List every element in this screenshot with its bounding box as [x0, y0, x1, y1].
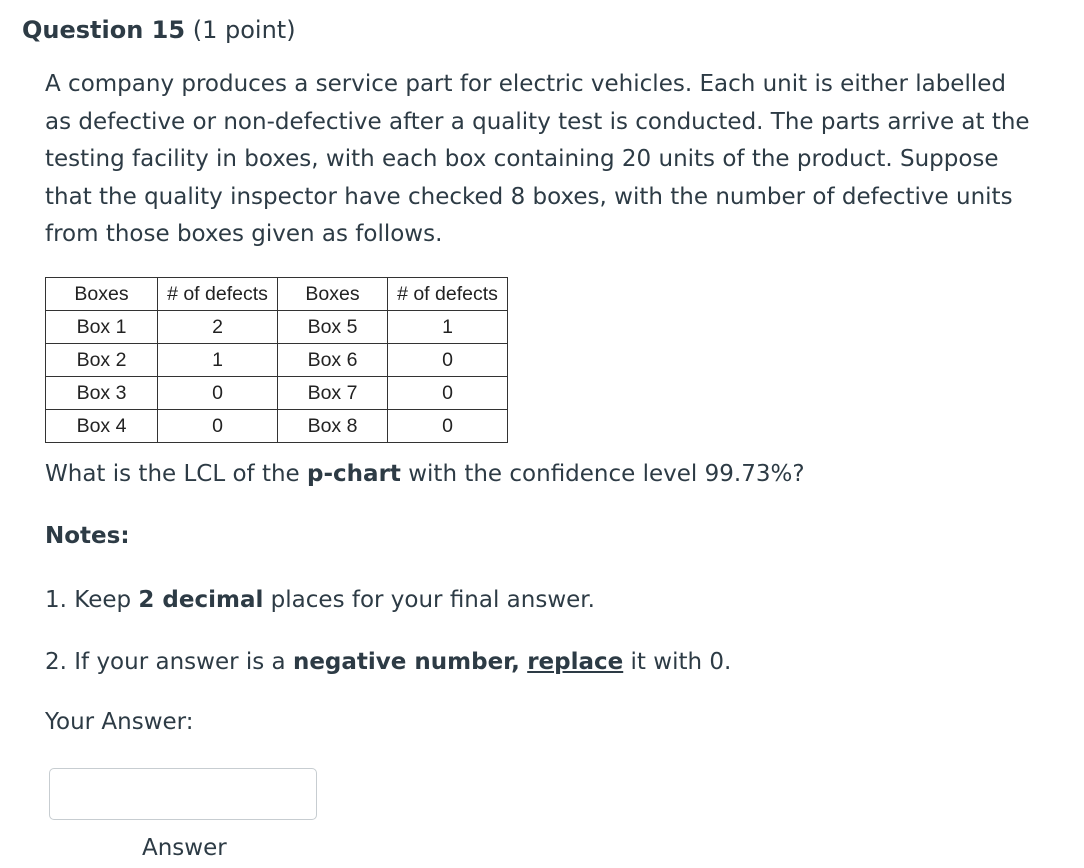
note-1-bold: 2 decimal — [138, 587, 264, 613]
question-prompt — [45, 461, 805, 487]
prompt-text-after: with the confidence level 99.73%? — [400, 461, 805, 487]
table-cell: Box 3 — [46, 377, 158, 410]
note-2-before: 2. If your answer is a — [45, 649, 293, 675]
note-1-after: places for your final answer. — [263, 587, 595, 613]
table-cell: 0 — [388, 410, 508, 443]
note-2-after: it with 0. — [623, 649, 732, 675]
table-header-cell: Boxes — [278, 278, 388, 311]
note-1 — [45, 587, 595, 613]
answer-input[interactable] — [49, 768, 317, 820]
table-row — [46, 311, 508, 344]
table-cell: 0 — [388, 344, 508, 377]
question-points: (1 point) — [192, 16, 296, 44]
table-cell: Box 7 — [278, 377, 388, 410]
note-2-underlined: replace — [527, 649, 624, 675]
table-cell: 0 — [388, 377, 508, 410]
table-cell: 1 — [388, 311, 508, 344]
table-row — [46, 344, 508, 377]
notes-heading: Notes: — [45, 523, 130, 549]
table-cell: Box 1 — [46, 311, 158, 344]
table-row — [46, 377, 508, 410]
table-cell: Box 5 — [278, 311, 388, 344]
table-cell: 0 — [158, 410, 278, 443]
question-header — [22, 16, 296, 44]
table-header-cell: Boxes — [46, 278, 158, 311]
table-cell: 0 — [158, 377, 278, 410]
table-cell: 2 — [158, 311, 278, 344]
note-2 — [45, 649, 731, 675]
note-2-bold: negative number, — [292, 649, 520, 675]
prompt-text-before: What is the LCL of the — [45, 461, 308, 487]
table-cell: Box 8 — [278, 410, 388, 443]
table-cell: 1 — [158, 344, 278, 377]
table-header-cell: # of defects — [388, 278, 508, 311]
table-cell: Box 6 — [278, 344, 388, 377]
table-row — [46, 410, 508, 443]
question-title: Question 15 — [22, 16, 186, 44]
table-cell: Box 4 — [46, 410, 158, 443]
prompt-bold-term: p-chart — [307, 461, 401, 487]
table-cell: Box 2 — [46, 344, 158, 377]
answer-caption: Answer — [142, 835, 227, 861]
question-text: A company produces a service part for electric vehicles. Each unit is either labelled as defective or non-defective after a quality test is conducted. The parts arrive at the testing facility in boxes, with each box containing 20 units of the product. Suppose that the quality inspector have checked 8 boxes, with the number of defective units from those boxes given as follows. — [45, 71, 1030, 247]
your-answer-label: Your Answer: — [45, 709, 194, 735]
question-body — [45, 66, 1035, 254]
note-1-before: 1. Keep — [45, 587, 139, 613]
table-header-row — [46, 278, 508, 311]
table-header-cell: # of defects — [158, 278, 278, 311]
defects-table — [45, 277, 508, 443]
